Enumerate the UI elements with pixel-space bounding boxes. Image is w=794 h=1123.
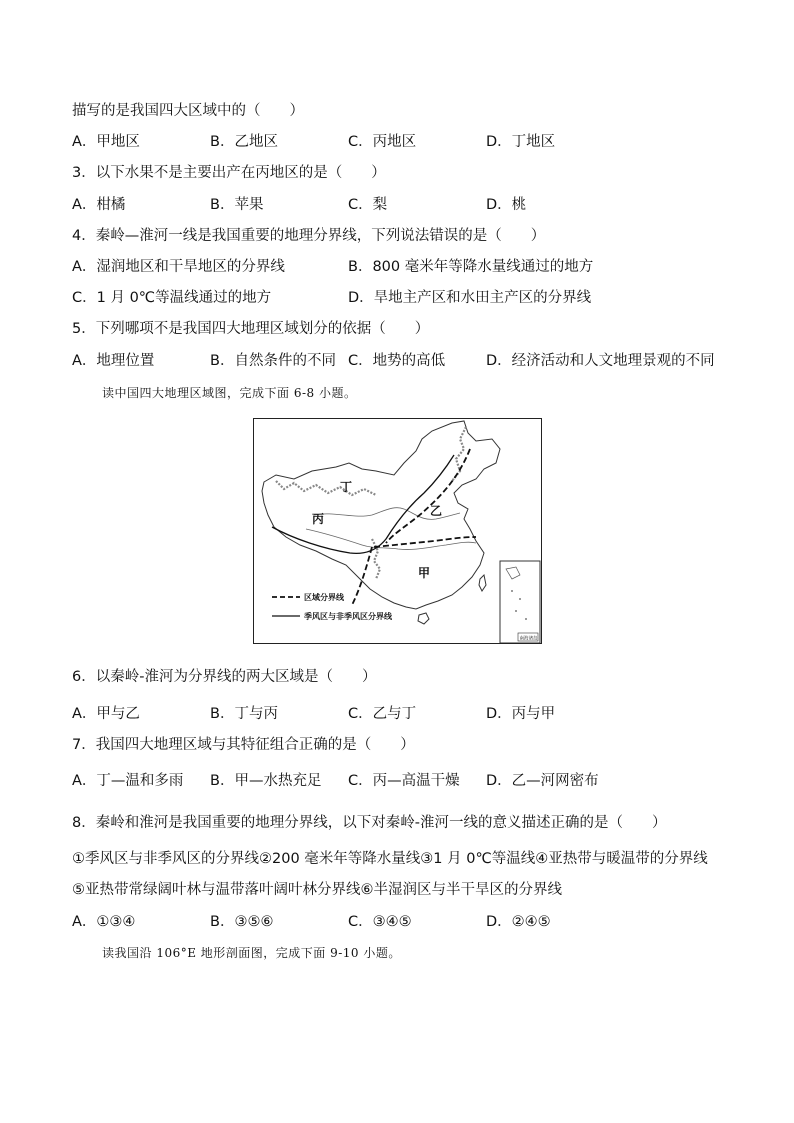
inset-island bbox=[525, 618, 527, 620]
question-8-statements-1: ①季风区与非季风区的分界线②200 毫米年等降水量线③1 月 0℃等温线④亚热带与暖温带的分界线 bbox=[72, 851, 708, 867]
option-a: A．甲地区 bbox=[72, 134, 140, 150]
option-d: D．桃 bbox=[486, 197, 527, 213]
boundary-dashed-north bbox=[386, 449, 470, 543]
china-outline bbox=[262, 421, 500, 609]
question-8-statements-2: ⑤亚热带常绿阔叶林与温带落叶阔叶林分界线⑥半湿润区与半干旱区的分界线 bbox=[72, 882, 562, 898]
option-c: C．③④⑤ bbox=[348, 914, 412, 930]
option-a: A．柑橘 bbox=[72, 197, 126, 213]
question-6-options bbox=[72, 704, 772, 724]
question-5: 5．下列哪项不是我国四大地理区域划分的依据（ ） bbox=[72, 321, 430, 337]
instruction-9-10: 读我国沿 106°E 地形剖面图，完成下面 9-10 小题。 bbox=[102, 946, 401, 960]
option-c: C．地势的高低 bbox=[348, 353, 446, 369]
option-a: A．丁—温和多雨 bbox=[72, 773, 184, 789]
option-c: C．1 月 0℃等温线通过的地方 bbox=[72, 290, 272, 306]
option-c: C．梨 bbox=[348, 197, 388, 213]
question-3-options bbox=[72, 195, 772, 215]
option-d: D．②④⑤ bbox=[486, 914, 551, 930]
question-7: 7．我国四大地理区域与其特征组合正确的是（ ） bbox=[72, 737, 415, 753]
option-c: C．乙与丁 bbox=[348, 706, 417, 722]
question-2-options bbox=[72, 132, 772, 152]
instruction-6-8: 读中国四大地理区域图，完成下面 6-8 小题。 bbox=[102, 386, 357, 400]
boundary-solid-monsoon bbox=[272, 455, 454, 553]
question-4: 4．秦岭—淮河一线是我国重要的地理分界线，下列说法错误的是（ ） bbox=[72, 228, 546, 244]
inset-island bbox=[519, 598, 521, 600]
map-drawing bbox=[254, 419, 542, 644]
option-c: C．丙—高温干燥 bbox=[348, 773, 460, 789]
option-d: D．经济活动和人文地理景观的不同 bbox=[486, 353, 715, 369]
label-yi: 乙 bbox=[430, 504, 443, 518]
option-b: B．苹果 bbox=[210, 197, 264, 213]
question-2-tail: 描写的是我国四大区域中的（ ） bbox=[72, 103, 304, 119]
boundary-dashed-plateau bbox=[352, 547, 372, 605]
inset-island bbox=[511, 590, 513, 592]
mountain-range-northeast bbox=[452, 427, 466, 481]
label-bing: 丙 bbox=[312, 512, 325, 526]
option-b: B．甲—水热充足 bbox=[210, 773, 322, 789]
label-ding: 丁 bbox=[340, 480, 353, 494]
option-b: B．800 毫米年等降水量线通过的地方 bbox=[348, 259, 594, 275]
inset-label: 南海诸岛 bbox=[519, 636, 538, 642]
question-8: 8．秦岭和淮河是我国重要的地理分界线，以下对秦岭-淮河一线的意义描述正确的是（ ） bbox=[72, 815, 667, 831]
question-6: 6．以秦岭-淮河为分界线的两大区域是（ ） bbox=[72, 669, 377, 685]
question-5-options bbox=[72, 351, 772, 371]
question-8-options bbox=[72, 912, 772, 932]
legend-solid-label: 季风区与非季风区分界线 bbox=[304, 612, 392, 621]
option-d: D．丙与甲 bbox=[486, 706, 556, 722]
inset-frame bbox=[500, 561, 540, 643]
option-c: C．丙地区 bbox=[348, 134, 417, 150]
label-jia: 甲 bbox=[418, 566, 431, 580]
option-d: D．乙—河网密布 bbox=[486, 773, 599, 789]
option-a: A．地理位置 bbox=[72, 353, 155, 369]
question-3: 3．以下水果不是主要出产在丙地区的是（ ） bbox=[72, 165, 386, 181]
china-regions-map bbox=[253, 418, 542, 644]
option-b: B．③⑤⑥ bbox=[210, 914, 274, 930]
inset-island bbox=[515, 610, 517, 612]
option-b: B．丁与丙 bbox=[210, 706, 278, 722]
option-a: A．湿润地区和干旱地区的分界线 bbox=[72, 259, 285, 275]
mountain-range-central bbox=[372, 539, 380, 579]
legend-dashed-label: 区域分界线 bbox=[304, 593, 344, 602]
option-d: D．旱地主产区和水田主产区的分界线 bbox=[348, 290, 592, 306]
option-a: A．①③④ bbox=[72, 914, 136, 930]
mountain-range-north bbox=[276, 481, 376, 495]
option-a: A．甲与乙 bbox=[72, 706, 140, 722]
question-4-options-row2 bbox=[72, 288, 772, 308]
option-d: D．丁地区 bbox=[486, 134, 556, 150]
question-7-options bbox=[72, 771, 772, 791]
hainan-island bbox=[418, 613, 429, 624]
taiwan-island bbox=[479, 575, 486, 591]
option-b: B．乙地区 bbox=[210, 134, 278, 150]
question-4-options-row1 bbox=[72, 257, 772, 277]
option-b: B．自然条件的不同 bbox=[210, 353, 336, 369]
